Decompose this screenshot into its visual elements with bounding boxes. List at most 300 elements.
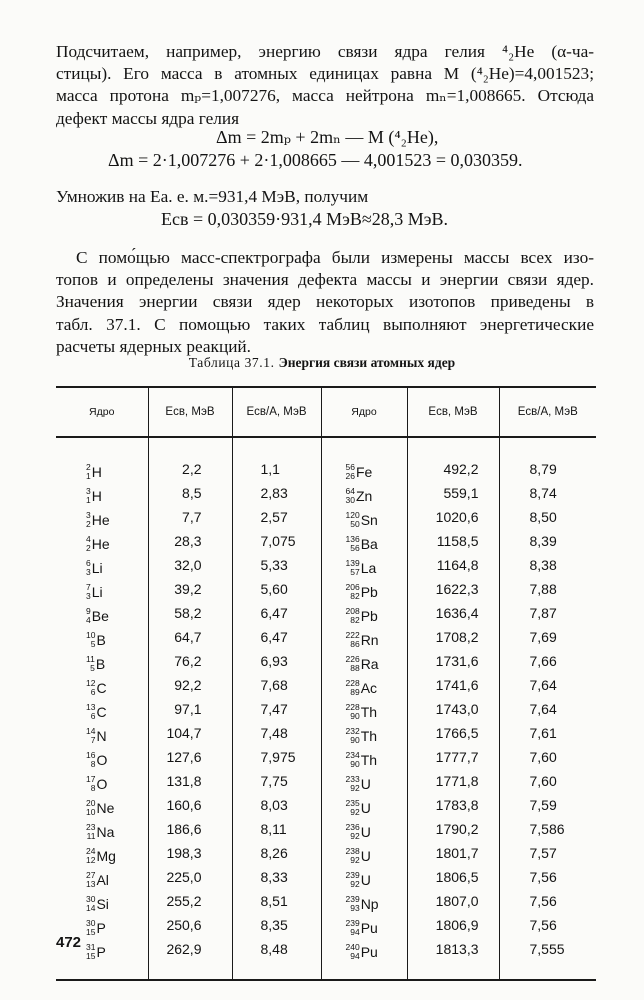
- mass-number: 56: [345, 462, 355, 472]
- energy-per-nucleon-cell: 1,1: [232, 437, 321, 481]
- isotope-symbol: [346, 679, 378, 697]
- nucleus-cell: [56, 505, 148, 529]
- table-row: [56, 937, 596, 980]
- isotope-indices: [346, 655, 360, 673]
- atomic-number: 7: [90, 735, 96, 745]
- isotope-indices: [86, 511, 91, 529]
- energy-per-nucleon-cell: 2,57: [232, 505, 321, 529]
- spectrograph-line-2: топов и определены значения дефекта массы и энергии связи ядер.: [56, 270, 594, 290]
- isotope-indices: [346, 895, 360, 913]
- isotope-indices: [86, 703, 95, 721]
- table-row: [56, 865, 596, 889]
- mass-number: 6: [86, 558, 91, 568]
- element-symbol: Th: [360, 752, 378, 768]
- nucleus-cell: [56, 649, 148, 673]
- energy-per-nucleon-cell: 7,47: [232, 697, 321, 721]
- atomic-number: 94: [350, 927, 360, 937]
- spectrograph-line-5: расчеты ядерных реакций.: [56, 336, 252, 356]
- mass-number: 233: [345, 774, 360, 784]
- isotope-symbol: [346, 919, 378, 937]
- element-symbol: B: [95, 656, 106, 672]
- atomic-number: 1: [86, 495, 91, 505]
- mass-number: 232: [345, 726, 360, 736]
- element-symbol: Li: [91, 560, 103, 576]
- table-row: [56, 889, 596, 913]
- binding-energy-cell: 97,1: [148, 697, 232, 721]
- isotope-indices: [346, 727, 360, 745]
- mass-number: 226: [345, 654, 360, 664]
- nucleus-cell: [321, 721, 407, 745]
- atomic-number: 30: [345, 495, 355, 505]
- isotope-indices: [346, 463, 355, 481]
- atomic-number: 86: [350, 639, 360, 649]
- intro-line-4: дефект массы ядра гелия: [56, 108, 240, 128]
- isotope-symbol: [86, 751, 107, 769]
- energy-per-nucleon-cell: 6,47: [232, 625, 321, 649]
- element-symbol: La: [360, 560, 377, 576]
- element-symbol: Si: [96, 896, 109, 912]
- table-row: [56, 553, 596, 577]
- element-symbol: Np: [360, 896, 379, 912]
- isotope-indices: [86, 487, 91, 505]
- binding-energy-cell: 1801,7: [407, 841, 499, 865]
- atomic-number: 3: [86, 567, 91, 577]
- isotope-indices: [86, 631, 95, 649]
- isotope-symbol: [346, 631, 379, 649]
- isotope-indices: [86, 895, 95, 913]
- isotope-symbol: [86, 655, 105, 673]
- element-symbol: U: [360, 800, 371, 816]
- isotope-symbol: [86, 727, 107, 745]
- isotope-symbol: [346, 463, 373, 481]
- isotope-symbol: [346, 655, 379, 673]
- isotope-symbol: [346, 775, 371, 793]
- mass-number: 12: [86, 678, 96, 688]
- energy-per-nucleon-cell: 7,075: [232, 529, 321, 553]
- nucleus-cell: [56, 481, 148, 505]
- binding-energy-cell: 2,2: [148, 437, 232, 481]
- mass-number: 14: [86, 726, 96, 736]
- nucleus-cell: [56, 697, 148, 721]
- atomic-number: 92: [350, 855, 360, 865]
- binding-energy-cell: 1622,3: [407, 577, 499, 601]
- nucleus-cell: [321, 745, 407, 769]
- mass-number: 64: [345, 486, 355, 496]
- intro-paragraph: [56, 41, 594, 130]
- element-symbol: Li: [91, 584, 103, 600]
- isotope-indices: [86, 823, 95, 841]
- nucleus-cell: [321, 673, 407, 697]
- nucleus-cell: [321, 865, 407, 889]
- binding-energy-cell: 1783,8: [407, 793, 499, 817]
- nucleus-cell: [321, 769, 407, 793]
- nucleus-cell: [321, 625, 407, 649]
- binding-energy-cell: 160,6: [148, 793, 232, 817]
- energy-per-nucleon-cell: 5,60: [232, 577, 321, 601]
- energy-per-nucleon-cell: 8,74: [499, 481, 596, 505]
- element-symbol: H: [91, 464, 102, 480]
- isotope-indices: [86, 775, 95, 793]
- isotope-symbol: [346, 511, 378, 529]
- mass-number: 10: [86, 630, 96, 640]
- binding-energy-cell: 492,2: [407, 437, 499, 481]
- element-symbol: O: [96, 776, 108, 792]
- atomic-number: 11: [86, 831, 96, 841]
- table-row: [56, 793, 596, 817]
- binding-energy-cell: 225,0: [148, 865, 232, 889]
- isotope-indices: [346, 703, 360, 721]
- binding-energy-cell: 1741,6: [407, 673, 499, 697]
- energy-per-nucleon-cell: 5,33: [232, 553, 321, 577]
- mass-number: 240: [345, 942, 360, 952]
- energy-per-nucleon-cell: 7,56: [499, 889, 596, 913]
- nucleus-cell: [321, 697, 407, 721]
- isotope-indices: [346, 511, 360, 529]
- atomic-number: 90: [350, 759, 360, 769]
- element-symbol: Ba: [360, 536, 378, 552]
- atomic-number: 13: [86, 879, 96, 889]
- binding-energy-cell: 1806,5: [407, 865, 499, 889]
- element-symbol: P: [96, 920, 106, 936]
- mass-number: 222: [345, 630, 360, 640]
- isotope-indices: [346, 919, 360, 937]
- binding-energy-cell: 8,5: [148, 481, 232, 505]
- table-row: [56, 721, 596, 745]
- isotope-symbol: [86, 871, 109, 889]
- nucleus-cell: [56, 577, 148, 601]
- binding-energy-cell: 104,7: [148, 721, 232, 745]
- isotope-symbol: [346, 799, 371, 817]
- mass-number: 16: [86, 750, 96, 760]
- isotope-symbol: [346, 703, 378, 721]
- energy-per-nucleon-cell: 7,64: [499, 673, 596, 697]
- nucleus-cell: [321, 505, 407, 529]
- binding-energy-cell: 559,1: [407, 481, 499, 505]
- energy-per-nucleon-cell: 7,61: [499, 721, 596, 745]
- mass-number: 236: [345, 822, 360, 832]
- nucleus-cell: [321, 841, 407, 865]
- isotope-symbol: [86, 535, 110, 553]
- energy-per-nucleon-cell: 8,38: [499, 553, 596, 577]
- mass-number: 23: [86, 822, 96, 832]
- table-row: [56, 481, 596, 505]
- element-symbol: O: [96, 752, 108, 768]
- isotope-indices: [86, 799, 95, 817]
- table-row: [56, 817, 596, 841]
- element-symbol: Mg: [96, 848, 116, 864]
- header-energy-left: Eсв, МэВ: [148, 387, 232, 437]
- atomic-number: 8: [90, 783, 96, 793]
- isotope-symbol: [346, 607, 378, 625]
- isotope-indices: [86, 679, 95, 697]
- atomic-number: 92: [350, 807, 360, 817]
- binding-energy-cell: 127,6: [148, 745, 232, 769]
- nucleus-cell: [56, 601, 148, 625]
- mass-number: 120: [345, 510, 360, 520]
- binding-energy-cell: 1771,8: [407, 769, 499, 793]
- nucleus-cell: [321, 649, 407, 673]
- atomic-number: 5: [90, 639, 96, 649]
- mass-number: 235: [345, 798, 360, 808]
- isotope-indices: [86, 463, 91, 481]
- element-symbol: U: [360, 824, 371, 840]
- binding-energy-cell: 250,6: [148, 913, 232, 937]
- energy-per-nucleon-cell: 7,48: [232, 721, 321, 745]
- energy-per-nucleon-cell: 7,75: [232, 769, 321, 793]
- atomic-number: 92: [350, 879, 360, 889]
- binding-energy-cell: 131,8: [148, 769, 232, 793]
- spectrograph-paragraph: [56, 247, 594, 358]
- nucleus-cell: [56, 769, 148, 793]
- binding-energy-cell: 1731,6: [407, 649, 499, 673]
- mass-defect-calculation: Δm = 2·1,007276 + 2·1,008665 — 4,001523 = 0,030359.: [108, 150, 523, 170]
- atomic-number: 15: [86, 951, 96, 961]
- nucleus-cell: [56, 817, 148, 841]
- mass-number: 139: [345, 558, 360, 568]
- element-symbol: Pu: [360, 944, 378, 960]
- mass-number: 239: [345, 870, 360, 880]
- multiply-sentence: Умножив на Eа. е. м.=931,4 МэВ, получим: [56, 187, 369, 206]
- atomic-number: 6: [90, 711, 96, 721]
- nucleus-cell: [321, 793, 407, 817]
- nucleus-cell: [321, 889, 407, 913]
- element-symbol: P: [96, 944, 106, 960]
- energy-per-nucleon-cell: 8,51: [232, 889, 321, 913]
- mass-number: 228: [345, 702, 360, 712]
- isotope-indices: [346, 775, 360, 793]
- mass-number: 9: [86, 606, 91, 616]
- page-number: 472: [56, 934, 82, 951]
- mass-number: 208: [345, 606, 360, 616]
- element-symbol: Al: [96, 872, 109, 888]
- energy-per-nucleon-cell: 7,88: [499, 577, 596, 601]
- atomic-number: 56: [350, 543, 360, 553]
- energy-per-nucleon-cell: 7,586: [499, 817, 596, 841]
- element-symbol: He: [91, 512, 110, 528]
- mass-number: 30: [86, 918, 96, 928]
- nucleus-cell: [56, 841, 148, 865]
- nucleus-cell: [321, 577, 407, 601]
- table-row: [56, 529, 596, 553]
- element-symbol: C: [96, 704, 107, 720]
- binding-energy-cell: 76,2: [148, 649, 232, 673]
- energy-per-nucleon-cell: 8,48: [232, 937, 321, 980]
- isotope-indices: [346, 631, 360, 649]
- atomic-number: 89: [350, 687, 360, 697]
- isotope-symbol: [346, 751, 378, 769]
- isotope-indices: [346, 607, 360, 625]
- atomic-number: 82: [350, 591, 360, 601]
- nucleus-cell: [56, 889, 148, 913]
- table-row: [56, 769, 596, 793]
- header-nucleus-left: Ядро: [56, 387, 148, 437]
- binding-energy-cell: 186,6: [148, 817, 232, 841]
- isotope-indices: [86, 847, 95, 865]
- binding-energy-cell: 1743,0: [407, 697, 499, 721]
- energy-per-nucleon-cell: 7,69: [499, 625, 596, 649]
- isotope-symbol: [86, 775, 107, 793]
- isotope-indices: [86, 655, 95, 673]
- energy-per-nucleon-cell: 7,68: [232, 673, 321, 697]
- nucleus-cell: [56, 721, 148, 745]
- atomic-number: 1: [86, 471, 91, 481]
- isotope-symbol: [346, 823, 371, 841]
- nucleus-cell: [321, 817, 407, 841]
- energy-per-nucleon-cell: 8,39: [499, 529, 596, 553]
- mass-number: 206: [345, 582, 360, 592]
- isotope-indices: [86, 871, 95, 889]
- isotope-symbol: [346, 487, 373, 505]
- isotope-symbol: [86, 823, 114, 841]
- isotope-symbol: [86, 511, 110, 529]
- element-symbol: Ra: [360, 656, 379, 672]
- mass-number: 238: [345, 846, 360, 856]
- binding-energy-cell: 255,2: [148, 889, 232, 913]
- nucleus-cell: [321, 529, 407, 553]
- element-symbol: Rn: [360, 632, 379, 648]
- binding-energy-cell: 32,0: [148, 553, 232, 577]
- energy-per-nucleon-cell: 7,57: [499, 841, 596, 865]
- nucleus-cell: [56, 625, 148, 649]
- binding-energy-cell: 58,2: [148, 601, 232, 625]
- mass-number: 17: [86, 774, 96, 784]
- energy-per-nucleon-cell: 8,26: [232, 841, 321, 865]
- table-row: [56, 697, 596, 721]
- energy-per-nucleon-cell: 8,11: [232, 817, 321, 841]
- atomic-number: 8: [90, 759, 96, 769]
- table-row: [56, 505, 596, 529]
- atomic-number: 92: [350, 831, 360, 841]
- mass-number: 31: [86, 942, 96, 952]
- isotope-indices: [346, 583, 360, 601]
- element-symbol: B: [96, 632, 106, 648]
- isotope-symbol: [346, 727, 378, 745]
- atomic-number: 88: [350, 663, 360, 673]
- table-row: [56, 625, 596, 649]
- isotope-indices: [346, 535, 360, 553]
- isotope-indices: [86, 943, 95, 961]
- nucleus-cell: [56, 865, 148, 889]
- element-symbol: Pb: [360, 608, 378, 624]
- energy-per-nucleon-cell: 7,66: [499, 649, 596, 673]
- energy-per-nucleon-cell: 8,33: [232, 865, 321, 889]
- binding-energy-cell: 1807,0: [407, 889, 499, 913]
- isotope-indices: [346, 847, 360, 865]
- energy-per-nucleon-cell: 7,555: [499, 937, 596, 980]
- binding-energy-cell: 1806,9: [407, 913, 499, 937]
- nucleus-cell: [56, 553, 148, 577]
- atomic-number: 26: [345, 471, 355, 481]
- isotope-indices: [346, 823, 360, 841]
- isotope-indices: [86, 535, 91, 553]
- intro-line-2: стицы). Его масса в атомных единицах равна M (⁴₂He)=4,001523;: [56, 64, 594, 84]
- table-row: [56, 841, 596, 865]
- energy-per-nucleon-cell: 6,93: [232, 649, 321, 673]
- mass-number: 234: [345, 750, 360, 760]
- isotope-symbol: [86, 487, 102, 505]
- isotope-symbol: [86, 607, 109, 625]
- binding-energy-result: Eсв = 0,030359·931,4 МэВ≈28,3 МэВ.: [161, 209, 448, 229]
- isotope-symbol: [86, 799, 114, 817]
- isotope-indices: [346, 679, 360, 697]
- binding-energy-cell: 1766,5: [407, 721, 499, 745]
- mass-number: 20: [86, 798, 96, 808]
- energy-per-nucleon-cell: 7,56: [499, 865, 596, 889]
- table-caption-title: Энергия связи атомных ядер: [278, 355, 456, 370]
- spectrograph-line-4: табл. 37.1. С помощью таких таблиц выполняют энергетические: [56, 314, 594, 334]
- isotope-indices: [346, 943, 360, 961]
- isotope-indices: [346, 871, 360, 889]
- nucleus-cell: [321, 553, 407, 577]
- binding-energy-cell: 1158,5: [407, 529, 499, 553]
- energy-per-nucleon-cell: 6,47: [232, 601, 321, 625]
- atomic-number: 15: [86, 927, 96, 937]
- element-symbol: Be: [91, 608, 109, 624]
- energy-per-nucleon-cell: 7,56: [499, 913, 596, 937]
- mass-number: 11: [86, 654, 95, 664]
- isotope-symbol: [86, 703, 107, 721]
- mass-number: 13: [86, 702, 96, 712]
- binding-energy-cell: 1790,2: [407, 817, 499, 841]
- isotope-symbol: [86, 463, 102, 481]
- nucleus-cell: [56, 529, 148, 553]
- table-row: [56, 437, 596, 481]
- isotope-symbol: [86, 583, 103, 601]
- table-row: [56, 649, 596, 673]
- table-row: [56, 913, 596, 937]
- binding-energy-cell: 198,3: [148, 841, 232, 865]
- isotope-symbol: [86, 919, 106, 937]
- element-symbol: He: [91, 536, 110, 552]
- element-symbol: Sn: [360, 512, 378, 528]
- nucleus-cell: [321, 437, 407, 481]
- isotope-indices: [86, 727, 95, 745]
- element-symbol: Th: [360, 704, 378, 720]
- isotope-symbol: [346, 943, 378, 961]
- atomic-number: 2: [86, 543, 91, 553]
- element-symbol: Ne: [96, 800, 115, 816]
- table-row: [56, 601, 596, 625]
- header-energy-per-nucleon-left: Eсв/A, МэВ: [232, 387, 321, 437]
- isotope-symbol: [346, 535, 378, 553]
- atomic-number: 12: [86, 855, 96, 865]
- isotope-indices: [86, 583, 91, 601]
- binding-energy-cell: 28,3: [148, 529, 232, 553]
- nucleus-cell: [56, 793, 148, 817]
- mass-number: 3: [86, 510, 91, 520]
- table-caption: [0, 355, 644, 371]
- energy-per-nucleon-cell: 8,35: [232, 913, 321, 937]
- binding-energy-table: [56, 386, 596, 981]
- table-caption-label: Таблица 37.1.: [188, 355, 275, 370]
- isotope-symbol: [86, 943, 106, 961]
- mass-number: 239: [345, 894, 360, 904]
- energy-per-nucleon-cell: 7,975: [232, 745, 321, 769]
- nucleus-cell: [321, 601, 407, 625]
- element-symbol: U: [360, 776, 371, 792]
- isotope-symbol: [346, 895, 379, 913]
- energy-per-nucleon-cell: 7,87: [499, 601, 596, 625]
- binding-energy-cell: 1777,7: [407, 745, 499, 769]
- binding-energy-cell: 1020,6: [407, 505, 499, 529]
- element-symbol: Zn: [355, 488, 373, 504]
- mass-number: 228: [345, 678, 360, 688]
- isotope-indices: [86, 919, 95, 937]
- energy-per-nucleon-cell: 8,03: [232, 793, 321, 817]
- header-nucleus-right: Ядро: [321, 387, 407, 437]
- binding-energy-cell: 1813,3: [407, 937, 499, 980]
- isotope-symbol: [346, 583, 378, 601]
